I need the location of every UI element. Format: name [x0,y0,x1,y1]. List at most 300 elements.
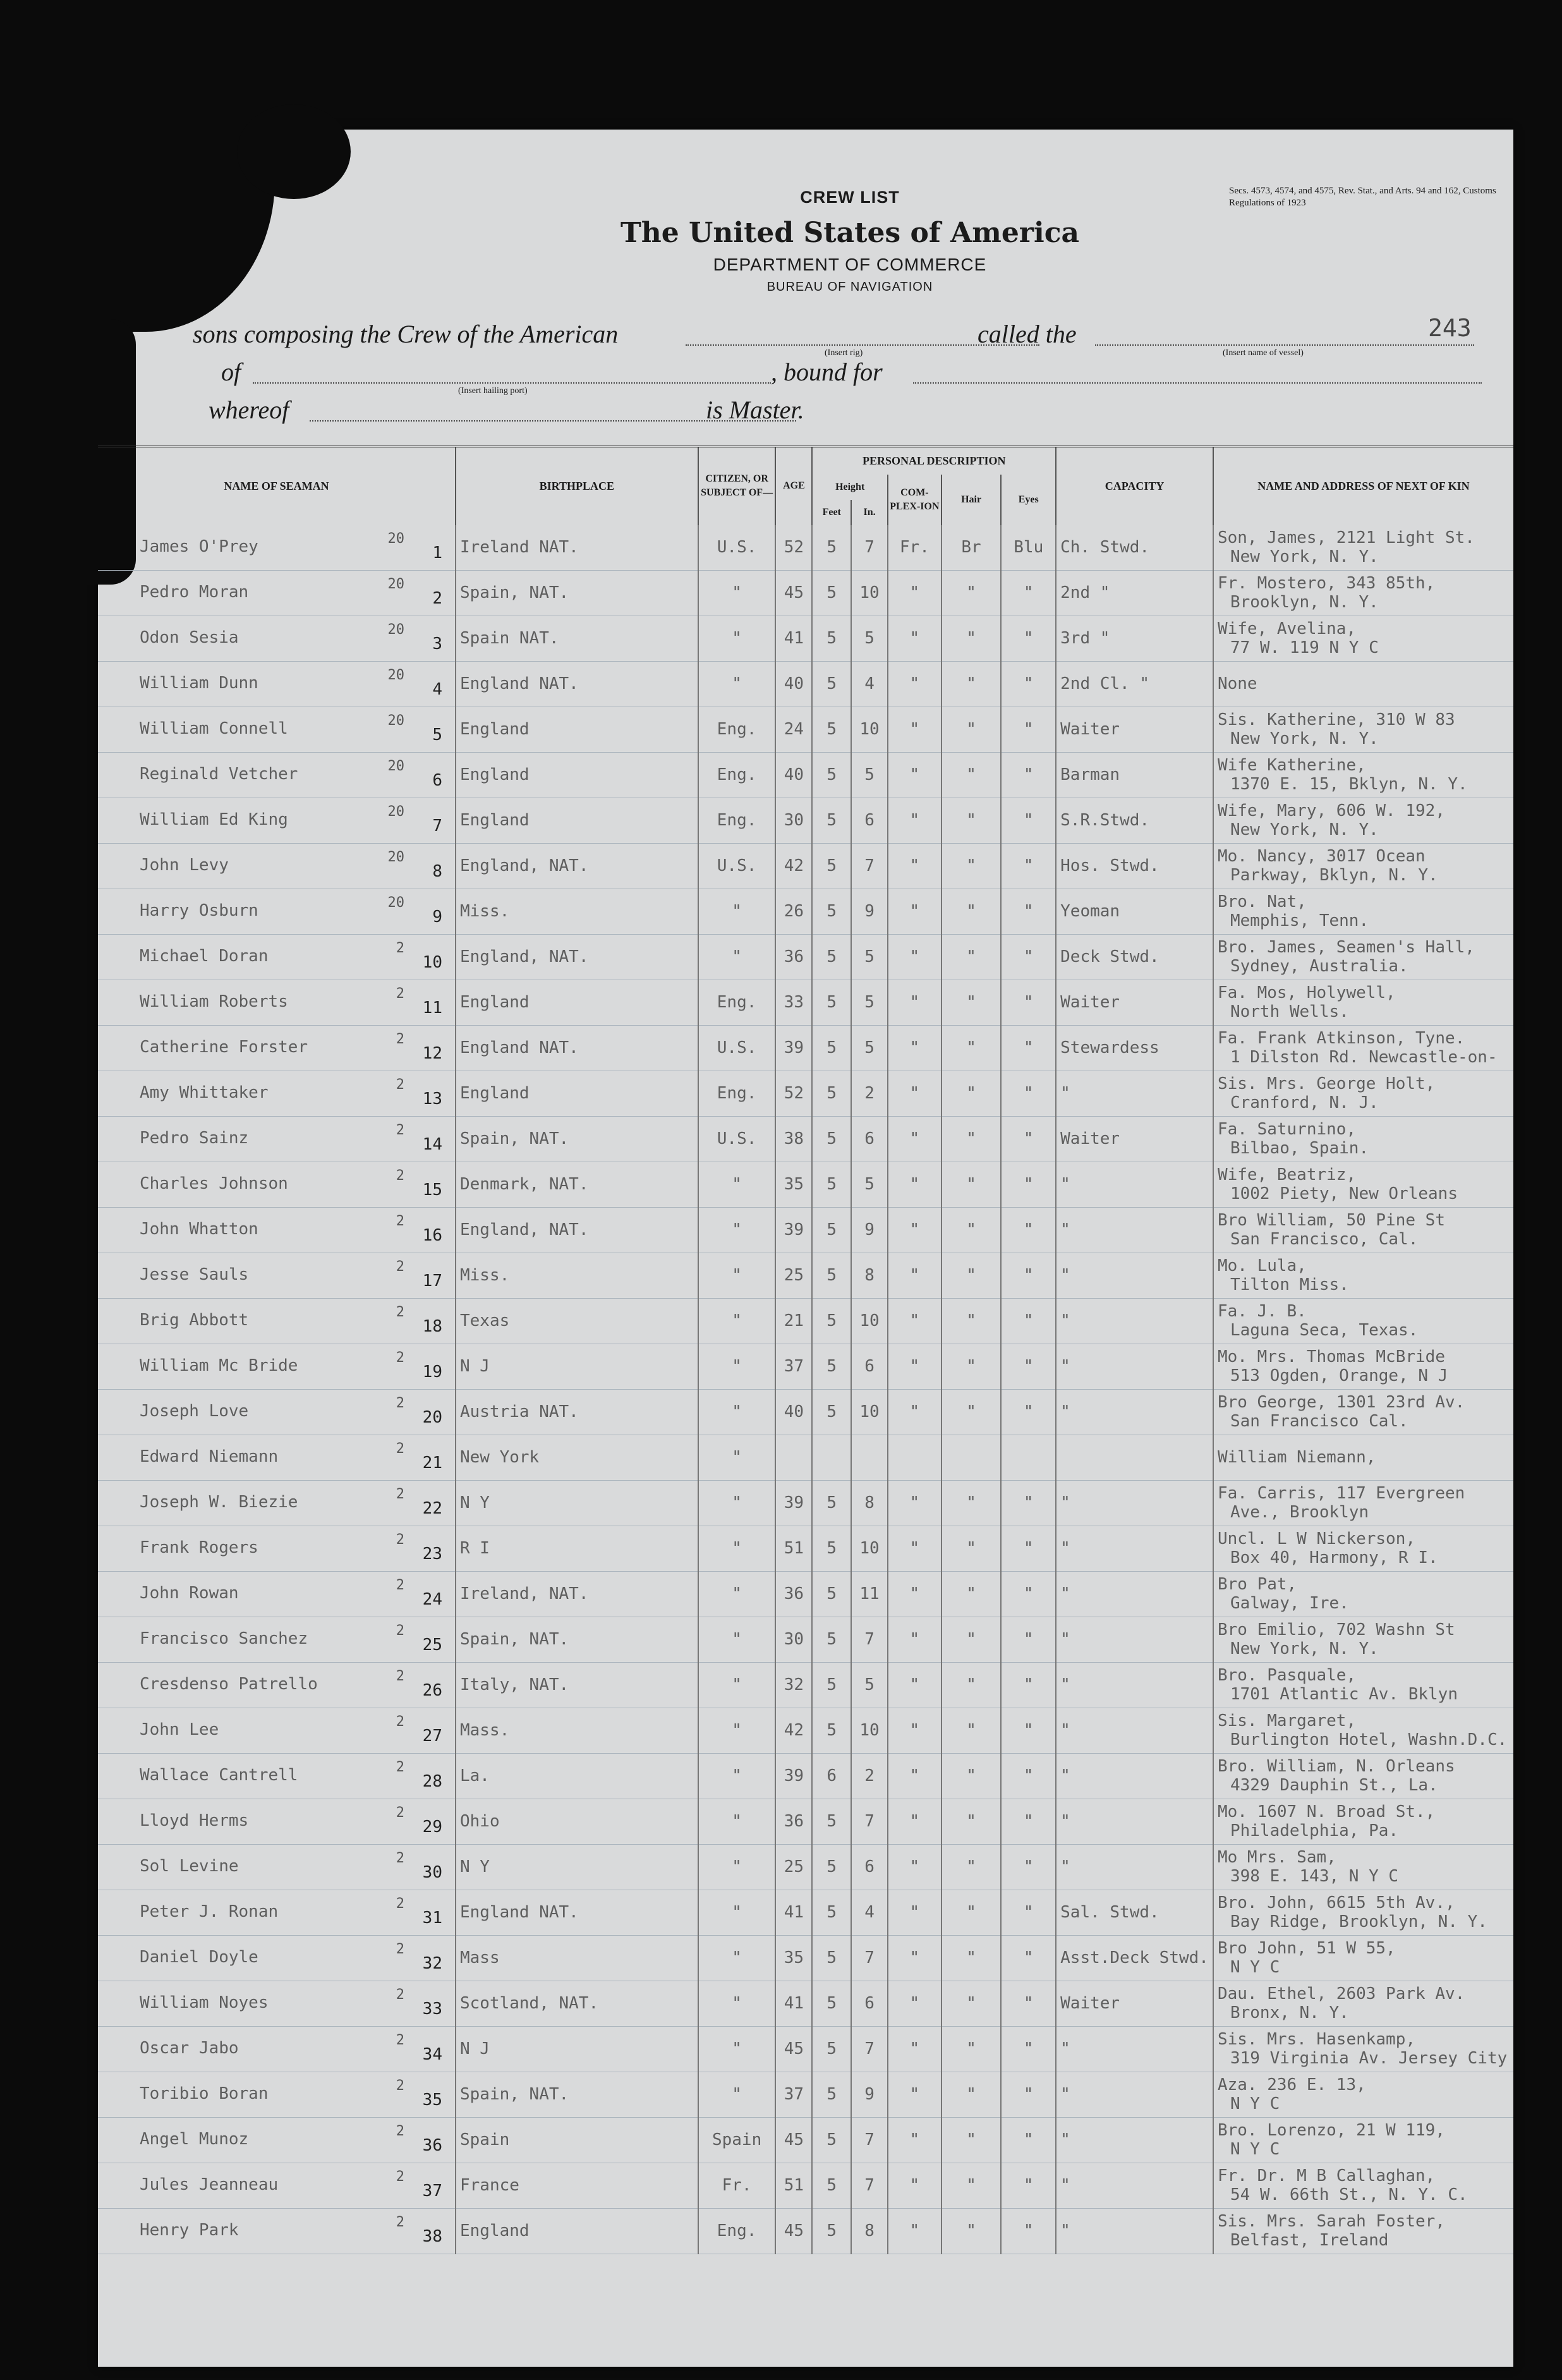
seaman-entry [102,619,451,657]
citizen-cell: " [698,934,776,980]
eyes-cell: " [1001,1344,1056,1389]
seaman-entry [102,2121,451,2159]
hair-cell [941,1435,1002,1480]
seaman-cell [98,2163,456,2208]
seaman-cell [98,525,456,571]
kin-line-2: New York, N. Y. [1230,729,1379,748]
seaman-name: Wallace Cantrell [140,1766,298,1785]
eyes-cell: " [1001,1708,1056,1753]
age-cell: 39 [775,1207,812,1253]
bound-for-blank [913,382,1482,384]
feet-cell: 5 [812,570,851,616]
row-number: 37 [422,2182,442,2201]
seaman-entry [102,2030,451,2068]
complexion-cell: " [888,1935,941,1981]
capacity-cell: " [1056,1162,1213,1207]
hair-cell: " [941,980,1002,1025]
citizen-cell: " [698,1344,776,1389]
citizen-cell: Eng. [698,752,776,798]
citizen-cell: " [698,1389,776,1435]
inches-cell: 10 [851,1526,888,1571]
complexion-cell: " [888,1480,941,1526]
seaman-entry [102,1848,451,1886]
age-cell: 45 [775,570,812,616]
seaman-name: William Ed King [140,810,288,829]
birthplace-cell: Spain NAT. [456,616,698,661]
age-cell: 42 [775,843,812,889]
row-number: 23 [422,1545,442,1563]
kin-line-1: Fr. Mostero, 343 85th, [1217,574,1436,593]
age-cell: 37 [775,2072,812,2117]
row-number: 27 [422,1727,442,1746]
vessel-hint: (Insert name of vessel) [1223,348,1304,358]
birthplace-cell: Texas [456,1298,698,1344]
seaman-cell [98,1162,456,1207]
hair-cell: " [941,570,1002,616]
seaman-code: 2 [396,1714,404,1730]
kin-line-1: Bro Emilio, 702 Washn St [1217,1620,1455,1639]
seaman-code: 2 [396,1532,404,1548]
seaman-cell [98,2072,456,2117]
row-number: 3 [432,634,442,653]
table-row [98,1526,1513,1571]
feet-cell: 5 [812,1981,851,2026]
row-number: 10 [422,953,442,972]
complexion-cell: " [888,2072,941,2117]
eyes-cell: " [1001,1526,1056,1571]
seaman-entry [102,710,451,748]
col-birthplace: BIRTHPLACE [456,447,698,525]
age-cell: 26 [775,889,812,934]
col-age: AGE [775,447,812,525]
seaman-name: Frank Rogers [140,1538,258,1557]
seaman-code: 2 [396,1577,404,1593]
feet-cell: 5 [812,525,851,571]
col-complexion: COM-PLEX-ION [888,475,941,525]
eyes-cell: " [1001,661,1056,707]
eyes-cell: " [1001,889,1056,934]
seaman-entry [102,1165,451,1203]
kin-line-2: Belfast, Ireland [1230,2231,1389,2250]
birthplace-cell: England [456,752,698,798]
eyes-cell: " [1001,1753,1056,1799]
seaman-name: Angel Munoz [140,2130,249,2149]
age-cell: 25 [775,1253,812,1298]
kin-line-1: Wife, Avelina, [1217,619,1357,638]
feet-cell: 5 [812,616,851,661]
row-number: 21 [422,1454,442,1472]
seaman-entry [102,528,451,566]
seaman-entry [102,2166,451,2204]
seaman-code: 2 [396,1759,404,1775]
eyes-cell: " [1001,1890,1056,1935]
age-cell: 39 [775,1480,812,1526]
col-height: Height [812,475,888,500]
hair-cell: " [941,1480,1002,1526]
next-of-kin-cell [1213,752,1513,798]
row-number: 38 [422,2227,442,2246]
kin-line-2: New York, N. Y. [1230,1639,1379,1658]
table-row [98,2208,1513,2254]
of-text: of [221,358,241,386]
kin-line-2: N Y C [1230,1958,1280,1977]
hair-cell: " [941,934,1002,980]
citizen-cell: " [698,1662,776,1708]
age-cell: 40 [775,1389,812,1435]
next-of-kin-cell [1213,1435,1513,1480]
seaman-name: Jesse Sauls [140,1265,249,1284]
feet-cell: 5 [812,980,851,1025]
kin-line-1: William Niemann, [1217,1448,1376,1467]
kin-line-1: Wife, Mary, 606 W. 192, [1217,801,1445,820]
complexion-cell: " [888,1071,941,1116]
citizen-cell: Eng. [698,1071,776,1116]
inches-cell: 5 [851,752,888,798]
row-number: 14 [422,1135,442,1154]
inches-cell: 10 [851,1389,888,1435]
hair-cell: " [941,1844,1002,1890]
citizen-cell: " [698,1571,776,1617]
hair-cell: " [941,1981,1002,2026]
birthplace-cell: Spain, NAT. [456,1617,698,1662]
birthplace-cell: Mass. [456,1708,698,1753]
hair-cell: " [941,752,1002,798]
seaman-cell [98,1753,456,1799]
capacity-cell: " [1056,1571,1213,1617]
age-cell: 51 [775,1526,812,1571]
table-row [98,1708,1513,1753]
col-capacity: CAPACITY [1056,447,1213,525]
table-row [98,1435,1513,1480]
kin-line-1: Wife Katherine, [1217,756,1366,775]
row-number: 9 [432,908,442,926]
next-of-kin-cell [1213,889,1513,934]
hair-cell: " [941,2026,1002,2072]
row-number: 12 [422,1044,442,1063]
table-row [98,1344,1513,1389]
row-number: 11 [422,999,442,1017]
capacity-cell: " [1056,2163,1213,2208]
citizen-cell: Fr. [698,2163,776,2208]
hair-cell: " [941,1617,1002,1662]
seaman-name: John Lee [140,1720,219,1739]
citizen-cell: " [698,1799,776,1844]
seaman-cell [98,661,456,707]
feet-cell: 5 [812,1571,851,1617]
hair-cell: " [941,1207,1002,1253]
next-of-kin-cell [1213,1617,1513,1662]
seaman-cell [98,1344,456,1389]
feet-cell: 5 [812,1298,851,1344]
complexion-cell: " [888,661,941,707]
hair-cell: " [941,1025,1002,1071]
hair-cell: " [941,843,1002,889]
table-row [98,980,1513,1025]
feet-cell: 5 [812,1344,851,1389]
next-of-kin-cell [1213,1935,1513,1981]
birthplace-cell: Scotland, NAT. [456,1981,698,2026]
kin-line-2: Bay Ridge, Brooklyn, N. Y. [1230,1912,1487,1931]
inches-cell: 5 [851,1662,888,1708]
capacity-cell: " [1056,1071,1213,1116]
kin-line-2: 4329 Dauphin St., La. [1230,1776,1438,1795]
inches-cell: 8 [851,1480,888,1526]
whereof-text: whereof [209,396,289,424]
seaman-code: 2 [396,1941,404,1957]
age-cell: 41 [775,616,812,661]
capacity-cell: " [1056,1480,1213,1526]
seaman-cell [98,1981,456,2026]
citizen-cell: " [698,1480,776,1526]
table-row [98,1981,1513,2026]
complexion-cell: " [888,1207,941,1253]
row-number: 7 [432,817,442,835]
birthplace-cell: England [456,798,698,843]
table-row [98,1298,1513,1344]
row-number: 4 [432,680,442,699]
seaman-code: 20 [387,804,404,820]
kin-line-1: Sis. Katherine, 310 W 83 [1217,710,1455,729]
seaman-entry [102,1120,451,1158]
table-row [98,2117,1513,2163]
seaman-code: 2 [396,1350,404,1366]
birthplace-cell: R I [456,1526,698,1571]
kin-line-1: Bro. Pasquale, [1217,1666,1357,1685]
seaman-code: 2 [396,1168,404,1184]
complexion-cell: " [888,1253,941,1298]
hair-cell: " [941,2163,1002,2208]
kin-line-2: 77 W. 119 N Y C [1230,638,1379,657]
kin-line-1: Bro William, 50 Pine St [1217,1211,1445,1230]
seaman-code: 2 [396,1077,404,1093]
birthplace-cell: England, NAT. [456,934,698,980]
complexion-cell: " [888,1753,941,1799]
inches-cell: 4 [851,1890,888,1935]
capacity-cell: Ch. Stwd. [1056,525,1213,571]
next-of-kin-cell [1213,980,1513,1025]
inches-cell: 8 [851,2208,888,2254]
next-of-kin-cell [1213,525,1513,571]
seaman-code: 20 [387,531,404,547]
age-cell: 45 [775,2117,812,2163]
hair-cell: " [941,2117,1002,2163]
next-of-kin-cell [1213,1116,1513,1162]
next-of-kin-cell [1213,1890,1513,1935]
inches-cell [851,1435,888,1480]
seaman-code: 2 [396,1441,404,1457]
eyes-cell: " [1001,1025,1056,1071]
seaman-code: 2 [396,1896,404,1912]
seaman-cell [98,1799,456,1844]
birthplace-cell: Spain [456,2117,698,2163]
table-row [98,1571,1513,1617]
master-text: is Master. [706,396,804,424]
complexion-cell: " [888,570,941,616]
eyes-cell: " [1001,1844,1056,1890]
kin-line-2: 1701 Atlantic Av. Bklyn [1230,1685,1458,1704]
col-personal-description: PERSONAL DESCRIPTION [812,447,1056,475]
kin-line-1: Bro Pat, [1217,1575,1297,1594]
seaman-name: William Dunn [140,674,258,693]
eyes-cell: " [1001,1662,1056,1708]
seaman-entry [102,983,451,1021]
seaman-entry [102,892,451,930]
next-of-kin-cell [1213,1799,1513,1844]
next-of-kin-cell [1213,707,1513,752]
citizen-cell: Eng. [698,798,776,843]
seaman-code: 20 [387,713,404,729]
age-cell: 40 [775,752,812,798]
inches-cell: 7 [851,843,888,889]
feet-cell: 5 [812,1617,851,1662]
seaman-code: 2 [396,1213,404,1229]
eyes-cell: " [1001,707,1056,752]
hair-cell: " [941,1708,1002,1753]
citizen-cell: " [698,1253,776,1298]
seaman-cell [98,889,456,934]
inches-cell: 7 [851,2117,888,2163]
table-row [98,1617,1513,1662]
col-citizen: CITIZEN, OR SUBJECT OF— [698,447,776,525]
inches-cell: 7 [851,1617,888,1662]
next-of-kin-cell [1213,1298,1513,1344]
age-cell: 41 [775,1981,812,2026]
complexion-cell: " [888,1890,941,1935]
seaman-entry [102,1347,451,1385]
bound-for-text: , bound for [771,358,883,386]
inches-cell: 10 [851,707,888,752]
eyes-cell: " [1001,1981,1056,2026]
eyes-cell: " [1001,1116,1056,1162]
seaman-code: 2 [396,1623,404,1639]
inches-cell: 6 [851,1344,888,1389]
row-number: 24 [422,1590,442,1609]
seaman-code: 20 [387,576,404,592]
age-cell: 39 [775,1025,812,1071]
seaman-entry [102,938,451,976]
inches-cell: 4 [851,661,888,707]
kin-line-1: Bro. John, 6615 5th Av., [1217,1893,1455,1912]
feet-cell: 5 [812,661,851,707]
kin-line-1: Bro. James, Seamen's Hall, [1217,938,1475,957]
birthplace-cell: Spain, NAT. [456,1116,698,1162]
seaman-cell [98,2026,456,2072]
next-of-kin-cell [1213,1389,1513,1435]
seaman-entry [102,1529,451,1567]
col-next-of-kin: NAME AND ADDRESS OF NEXT OF KIN [1213,447,1513,525]
kin-line-1: Uncl. L W Nickerson, [1217,1529,1416,1548]
seaman-name: Pedro Moran [140,583,249,602]
hair-cell: " [941,1935,1002,1981]
hair-cell: Br [941,525,1002,571]
capacity-cell: Waiter [1056,1116,1213,1162]
kin-line-2: Bronx, N. Y. [1230,2003,1349,2022]
complexion-cell: " [888,1708,941,1753]
inches-cell: 10 [851,1298,888,1344]
seaman-name: John Whatton [140,1220,258,1239]
table-row [98,2163,1513,2208]
kin-line-2: Burlington Hotel, Washn.D.C. [1230,1730,1508,1749]
seaman-cell [98,798,456,843]
complexion-cell: " [888,1162,941,1207]
row-number: 5 [432,726,442,744]
row-number: 36 [422,2136,442,2155]
citizen-cell: " [698,889,776,934]
feet-cell: 5 [812,1162,851,1207]
hair-cell: " [941,707,1002,752]
seaman-code: 2 [396,2032,404,2048]
complexion-cell: " [888,843,941,889]
capacity-cell: Barman [1056,752,1213,798]
seaman-code: 2 [396,1395,404,1411]
age-cell: 41 [775,1890,812,1935]
inches-cell: 5 [851,1025,888,1071]
complexion-cell: " [888,1844,941,1890]
kin-line-2: Galway, Ire. [1230,1594,1349,1613]
capacity-cell: " [1056,1344,1213,1389]
kin-line-2: 1002 Piety, New Orleans [1230,1184,1458,1203]
inches-cell: 5 [851,934,888,980]
inches-cell: 6 [851,798,888,843]
eyes-cell: " [1001,798,1056,843]
row-number: 30 [422,1863,442,1882]
age-cell: 52 [775,525,812,571]
complexion-cell: " [888,1344,941,1389]
eyes-cell: " [1001,1389,1056,1435]
seaman-name: James O'Prey [140,537,258,556]
inches-cell: 5 [851,616,888,661]
citizen-cell: " [698,1753,776,1799]
birthplace-cell: Ireland NAT. [456,525,698,571]
age-cell [775,1435,812,1480]
next-of-kin-cell [1213,843,1513,889]
birthplace-cell: Spain, NAT. [456,2072,698,2117]
complexion-cell: Fr. [888,525,941,571]
birthplace-cell: England NAT. [456,661,698,707]
kin-line-2: Ave., Brooklyn [1230,1503,1369,1522]
kin-line-2: Laguna Seca, Texas. [1230,1321,1419,1340]
citizen-cell: Eng. [698,2208,776,2254]
row-number: 35 [422,2091,442,2110]
kin-line-1: Mo Mrs. Sam, [1217,1848,1336,1867]
birthplace-cell: Ohio [456,1799,698,1844]
seaman-code: 2 [396,1987,404,2003]
seaman-entry [102,1802,451,1840]
capacity-cell: Waiter [1056,707,1213,752]
table-row [98,1389,1513,1435]
citizen-cell: Eng. [698,707,776,752]
inches-cell: 2 [851,1753,888,1799]
kin-line-2: 1370 E. 15, Bklyn, N. Y. [1230,775,1468,794]
citizen-cell: " [698,1207,776,1253]
citizen-cell: U.S. [698,843,776,889]
next-of-kin-cell [1213,1025,1513,1071]
complexion-cell: " [888,889,941,934]
capacity-cell: " [1056,1389,1213,1435]
next-of-kin-cell [1213,1480,1513,1526]
seaman-name: Harry Osburn [140,901,258,920]
hair-cell: " [941,1344,1002,1389]
next-of-kin-cell [1213,1526,1513,1571]
seaman-name: Lloyd Herms [140,1811,249,1830]
eyes-cell: " [1001,934,1056,980]
hair-cell: " [941,661,1002,707]
seaman-code: 20 [387,849,404,865]
kin-line-1: None [1217,674,1257,693]
feet-cell: 5 [812,2072,851,2117]
seaman-cell [98,1071,456,1116]
eyes-cell: " [1001,570,1056,616]
